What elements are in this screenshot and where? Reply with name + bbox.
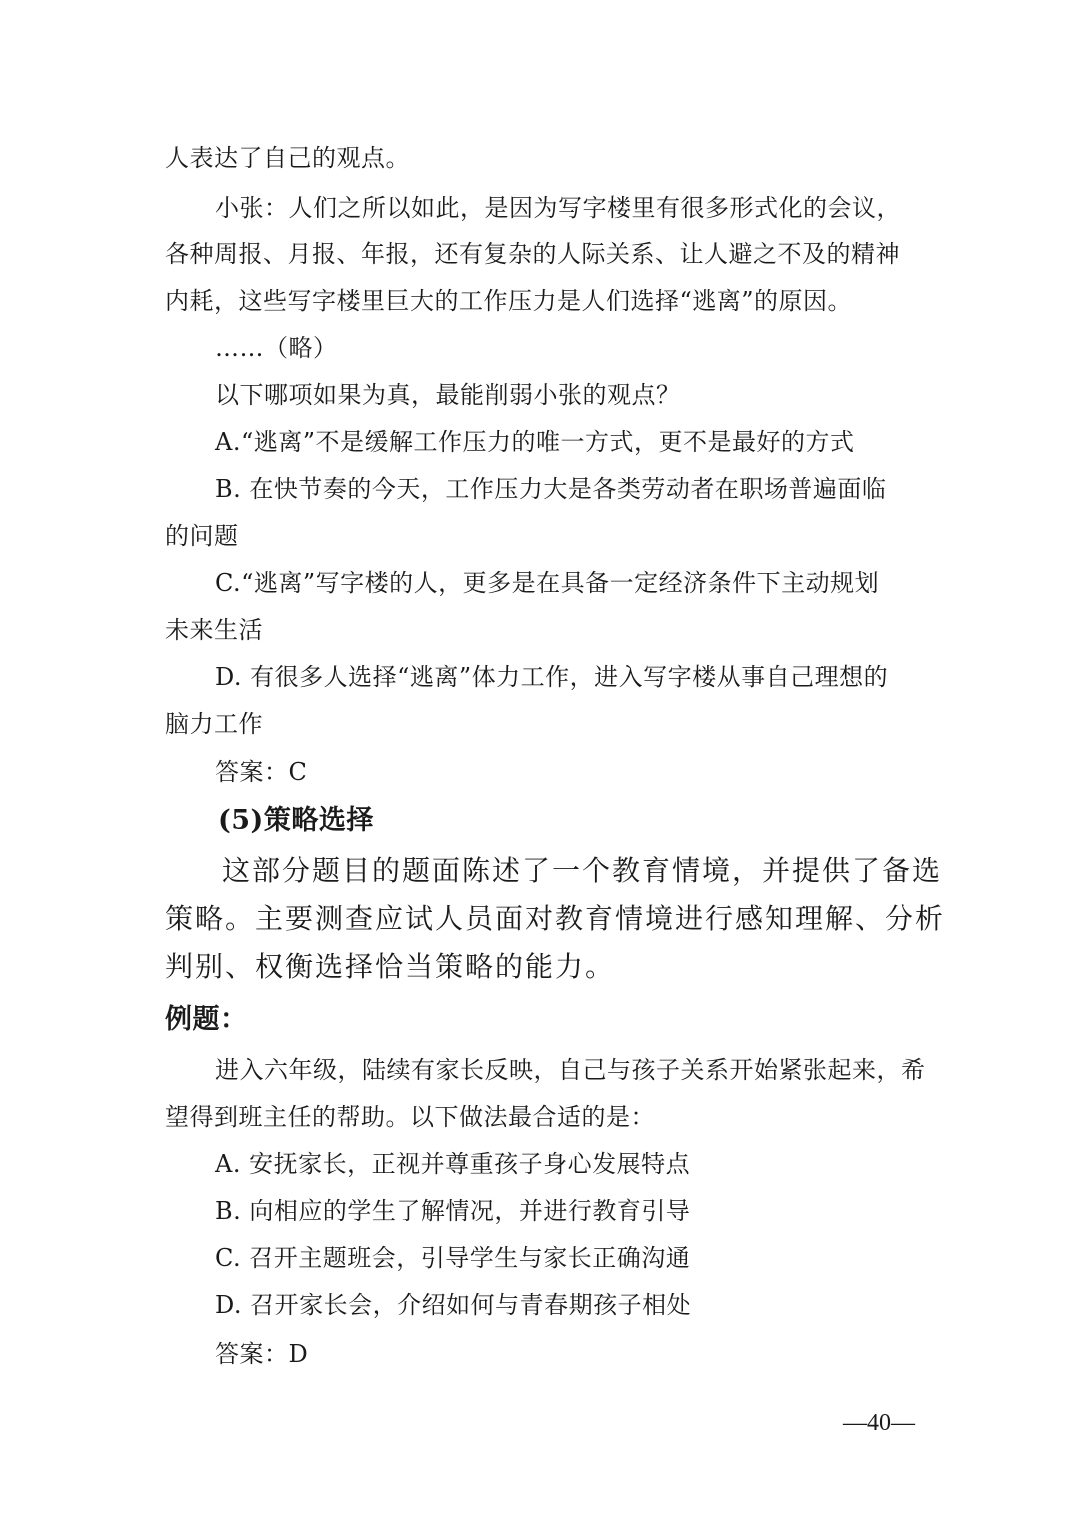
option-d: D. 有很多人选择“逃离”体力工作，进入写字楼从事自己理想的 (215, 663, 889, 691)
section-intro: 判别、权衡选择恰当策略的能力。 (165, 950, 616, 983)
example-heading: 例题： (165, 1004, 248, 1035)
text-line: 内耗，这些写字楼里巨大的工作压力是人们选择“逃离”的原因。 (165, 287, 853, 315)
option-b: B. 在快节奏的今天，工作压力大是各类劳动者在职场普遍面临 (215, 475, 887, 503)
section-heading: (5)策略选择 (218, 805, 374, 836)
question-stem: 以下哪项如果为真，最能削弱小张的观点？ (215, 381, 681, 409)
option-c: C.“逃离”写字楼的人，更多是在具备一定经济条件下主动规划 (215, 569, 880, 597)
section-intro: 这部分题目的题面陈述了一个教育情境，并提供了备选 (222, 854, 943, 887)
option-d-cont: 脑力工作 (165, 710, 263, 738)
option-d: D. 召开家长会，介绍如何与青春期孩子相处 (215, 1291, 692, 1319)
question-stem: 进入六年级，陆续有家长反映，自己与孩子关系开始紧张起来，希 (215, 1056, 926, 1084)
option-c: C. 召开主题班会，引导学生与家长正确沟通 (215, 1244, 691, 1272)
option-a: A.“逃离”不是缓解工作压力的唯一方式，更不是最好的方式 (215, 428, 855, 456)
page-number: —40— (843, 1410, 915, 1436)
text-line: 各种周报、月报、年报，还有复杂的人际关系、让人避之不及的精神 (165, 240, 900, 268)
option-c-cont: 未来生活 (165, 616, 263, 644)
option-b: B. 向相应的学生了解情况，并进行教育引导 (215, 1197, 691, 1225)
question-stem-cont: 望得到班主任的帮助。以下做法最合适的是： (165, 1103, 655, 1131)
text-line: 人表达了自己的观点。 (165, 144, 410, 172)
answer: 答案：D (215, 1340, 309, 1368)
option-b-cont: 的问题 (165, 522, 239, 550)
answer: 答案：C (215, 758, 308, 786)
option-a: A. 安抚家长，正视并尊重孩子身心发展特点 (215, 1150, 691, 1178)
text-line: ……（略） (215, 334, 338, 362)
text-line: 小张：人们之所以如此，是因为写字楼里有很多形式化的会议， (215, 194, 901, 222)
section-intro: 策略。主要测查应试人员面对教育情境进行感知理解、分析 (165, 902, 946, 935)
